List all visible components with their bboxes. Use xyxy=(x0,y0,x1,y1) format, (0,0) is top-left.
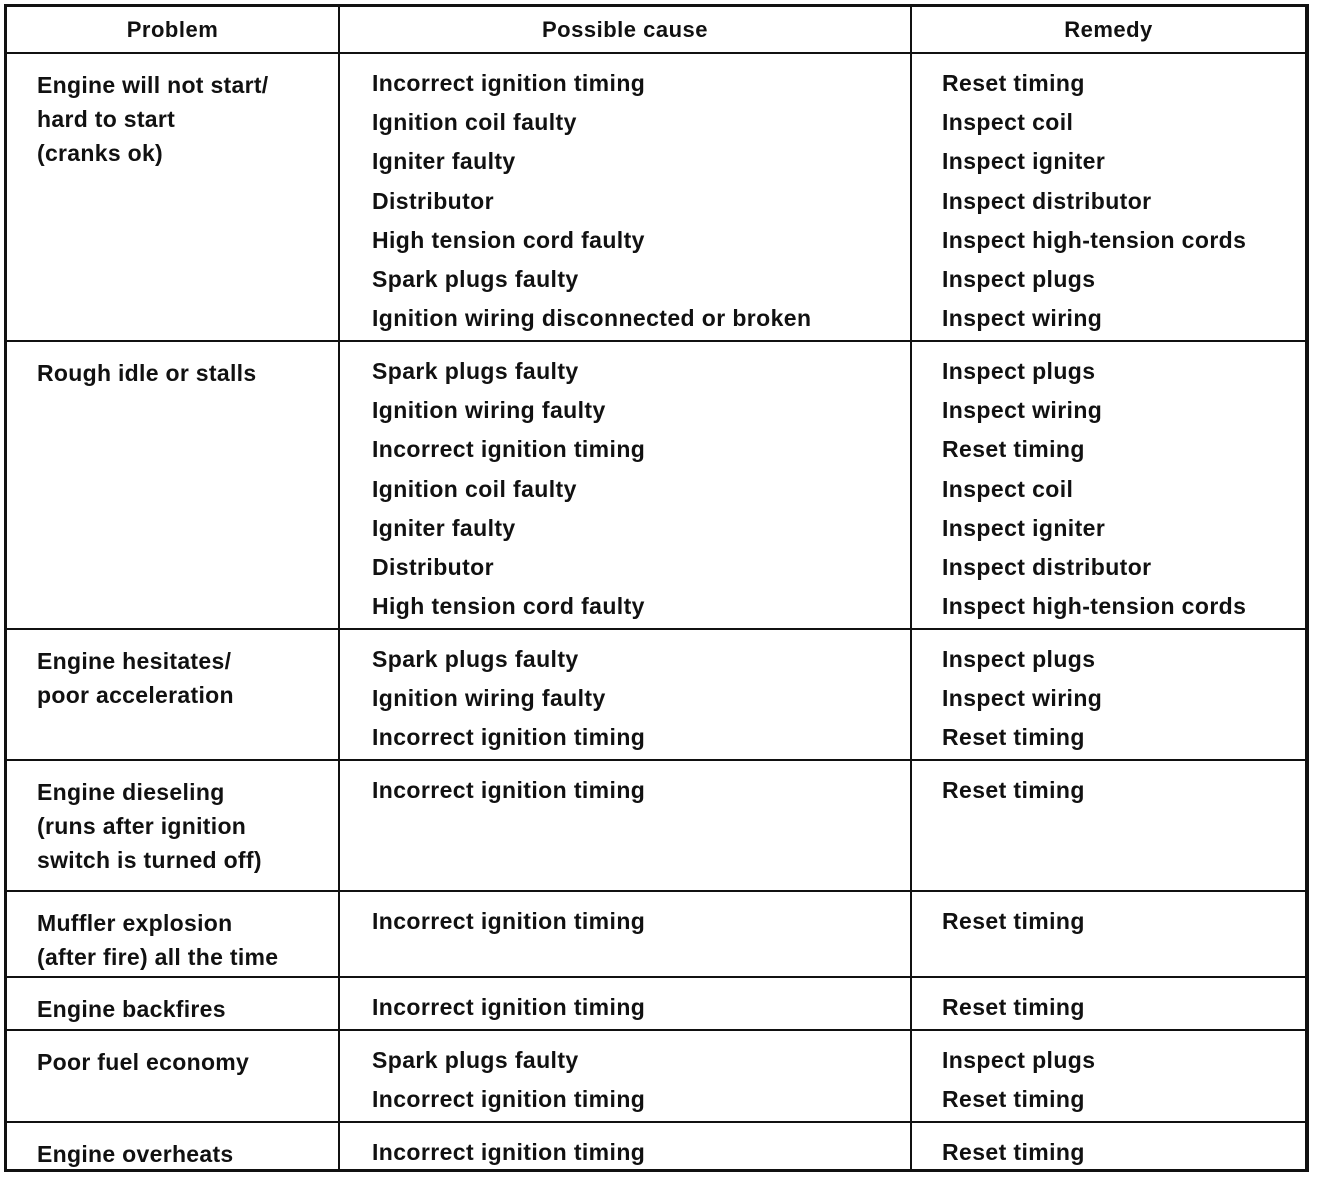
cause-item: Spark plugs faulty xyxy=(372,646,579,672)
cause-item: Ignition wiring disconnected or broken xyxy=(372,305,812,332)
cause-item: Distributor xyxy=(372,554,494,581)
problem-cell: Muffler explosion (after fire) all the time xyxy=(7,892,340,978)
remedy-item: Inspect igniter xyxy=(942,514,1106,541)
cause-item: Incorrect ignition timing xyxy=(372,436,646,463)
possible-cause-cell xyxy=(340,892,912,978)
cause-item: Incorrect ignition timing xyxy=(372,994,646,1020)
remedy-cell xyxy=(912,54,1305,342)
cause-item: Ignition wiring faulty xyxy=(372,397,606,424)
cause-item: Incorrect ignition timing xyxy=(372,70,646,96)
cause-item: Distributor xyxy=(372,187,494,214)
remedy-cell xyxy=(912,978,1305,1031)
remedy-item: Reset timing xyxy=(942,908,1085,934)
remedy-item: Inspect plugs xyxy=(942,646,1096,672)
problem-cell: Engine overheats xyxy=(7,1123,340,1169)
problem-cell: Engine will not start/ hard to start (cranks ok) xyxy=(7,54,340,342)
problem-cell: Engine hesitates/ poor acceleration xyxy=(7,630,340,761)
cause-item: Ignition coil faulty xyxy=(372,109,577,136)
remedy-item: Inspect high-tension cords xyxy=(942,226,1247,253)
remedy-item: Inspect plugs xyxy=(942,266,1096,293)
cause-item: High tension cord faulty xyxy=(372,226,645,253)
cause-item: Spark plugs faulty xyxy=(372,266,579,293)
remedy-item: Inspect distributor xyxy=(942,187,1152,214)
remedy-cell xyxy=(912,630,1305,761)
remedy-item: Reset timing xyxy=(942,777,1085,803)
possible-cause-cell xyxy=(340,54,912,342)
problem-cell: Engine backfires xyxy=(7,978,340,1031)
possible-cause-cell xyxy=(340,630,912,761)
cause-item: High tension cord faulty xyxy=(372,593,645,620)
cause-item: Igniter faulty xyxy=(372,514,516,541)
remedy-item: Inspect coil xyxy=(942,109,1074,136)
remedy-item: Inspect wiring xyxy=(942,397,1103,424)
cause-item: Ignition wiring faulty xyxy=(372,685,606,712)
remedy-item: Inspect high-tension cords xyxy=(942,593,1247,620)
problem-cell: Engine dieseling (runs after ignition switch is turned off) xyxy=(7,761,340,892)
cause-item: Incorrect ignition timing xyxy=(372,777,646,803)
remedy-item: Reset timing xyxy=(942,1086,1085,1113)
troubleshooting-table xyxy=(4,4,1309,1172)
cause-item: Incorrect ignition timing xyxy=(372,1086,646,1113)
cause-item: Incorrect ignition timing xyxy=(372,908,646,934)
cause-item: Incorrect ignition timing xyxy=(372,1139,646,1165)
remedy-item: Inspect wiring xyxy=(942,305,1103,332)
remedy-item: Reset timing xyxy=(942,70,1085,96)
remedy-item: Inspect coil xyxy=(942,475,1074,502)
remedy-cell xyxy=(912,1123,1305,1169)
problem-cell: Rough idle or stalls xyxy=(7,342,340,630)
remedy-cell xyxy=(912,342,1305,630)
possible-cause-cell xyxy=(340,1031,912,1123)
header-remedy: Remedy xyxy=(912,7,1305,54)
cause-item: Incorrect ignition timing xyxy=(372,724,646,751)
cause-item: Spark plugs faulty xyxy=(372,358,579,384)
remedy-item: Inspect plugs xyxy=(942,358,1096,384)
problem-cell: Poor fuel economy xyxy=(7,1031,340,1123)
remedy-item: Inspect wiring xyxy=(942,685,1103,712)
remedy-item: Inspect plugs xyxy=(942,1047,1096,1073)
remedy-item: Reset timing xyxy=(942,994,1085,1020)
possible-cause-cell xyxy=(340,342,912,630)
remedy-item: Reset timing xyxy=(942,436,1085,463)
remedy-cell xyxy=(912,761,1305,892)
remedy-item: Inspect distributor xyxy=(942,554,1152,581)
cause-item: Igniter faulty xyxy=(372,148,516,175)
possible-cause-cell xyxy=(340,1123,912,1169)
remedy-item: Inspect igniter xyxy=(942,148,1106,175)
remedy-item: Reset timing xyxy=(942,724,1085,751)
cause-item: Ignition coil faulty xyxy=(372,475,577,502)
possible-cause-cell xyxy=(340,761,912,892)
cause-item: Spark plugs faulty xyxy=(372,1047,579,1073)
possible-cause-cell xyxy=(340,978,912,1031)
header-problem: Problem xyxy=(7,7,340,54)
remedy-item: Reset timing xyxy=(942,1139,1085,1165)
remedy-cell xyxy=(912,892,1305,978)
remedy-cell xyxy=(912,1031,1305,1123)
header-possible-cause: Possible cause xyxy=(340,7,912,54)
